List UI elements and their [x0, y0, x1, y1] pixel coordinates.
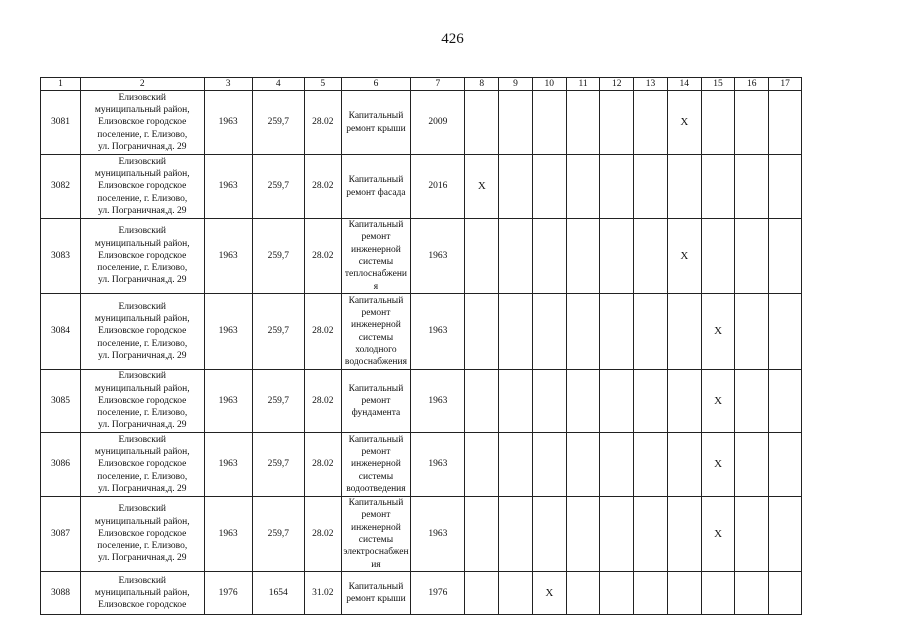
work-type-cell-line: ремонт: [361, 510, 391, 521]
address-cell-line: Елизовский: [118, 156, 167, 167]
work-type-cell-line: Капитальный: [348, 581, 404, 592]
address-cell: [80, 91, 204, 155]
table-row: [41, 219, 802, 294]
header-cell: 3: [204, 78, 252, 91]
address-cell-line: Елизовское городское: [98, 528, 187, 539]
row-id-cell: 3081: [41, 91, 81, 155]
address-cell-line: Елизовский: [118, 371, 167, 382]
header-cell: 16: [735, 78, 769, 91]
address-cell-line: поселение, г. Елизово,: [97, 338, 188, 349]
address-cell-line: ул. Пограничная,д. 29: [98, 553, 187, 564]
empty-cell: [769, 433, 802, 497]
area-cell: 259,7: [252, 370, 304, 433]
mark-cell: X: [667, 91, 701, 155]
work-type-cell-line: ремонт крыши: [346, 594, 406, 604]
empty-cell: [499, 91, 533, 155]
work-type-cell-line: теплоснабжени: [344, 269, 407, 280]
table-row: [41, 91, 802, 155]
work-type-cell-line: ремонт фасада: [346, 187, 406, 198]
empty-cell: [667, 497, 701, 572]
address-cell-line: Елизовский: [118, 301, 167, 312]
address-cell-line: муниципальный район,: [94, 105, 190, 116]
address-cell-line: муниципальный район,: [94, 383, 190, 394]
address-cell-line: поселение, г. Елизово,: [97, 129, 188, 140]
address-cell-line: муниципальный район,: [94, 447, 190, 458]
mark-cell: X: [701, 370, 735, 433]
work-type-cell-line: ремонт: [361, 447, 391, 458]
header-cell: 8: [465, 78, 499, 91]
address-cell-line: Елизовское городское: [98, 600, 187, 611]
address-cell: [80, 497, 204, 572]
empty-cell: [566, 572, 600, 615]
address-cell-line: муниципальный район,: [94, 314, 190, 325]
empty-cell: [634, 497, 668, 572]
build-year-cell: 1963: [204, 294, 252, 370]
empty-cell: [735, 91, 769, 155]
table-row: [41, 294, 802, 370]
empty-cell: [735, 433, 769, 497]
address-cell: [80, 370, 204, 433]
empty-cell: [735, 155, 769, 219]
header-cell: 2: [80, 78, 204, 91]
work-type-cell-line: Капитальный: [348, 383, 404, 394]
empty-cell: [735, 572, 769, 615]
work-type-cell-line: инженерной: [351, 459, 401, 470]
work-type-cell-line: Капитальный: [348, 434, 404, 445]
empty-cell: [600, 370, 634, 433]
header-cell: 12: [600, 78, 634, 91]
empty-cell: [532, 91, 566, 155]
mark-cell: X: [701, 294, 735, 370]
empty-cell: [499, 155, 533, 219]
address-cell-line: поселение, г. Елизово,: [97, 263, 188, 274]
empty-cell: [499, 370, 533, 433]
year-cell: 1963: [411, 370, 465, 433]
area-cell: 259,7: [252, 155, 304, 219]
mark-cell: X: [465, 155, 499, 219]
header-cell: 6: [341, 78, 411, 91]
address-cell-line: Елизовское городское: [98, 117, 187, 128]
address-cell-line: Елизовский: [118, 92, 167, 103]
address-cell-line: Елизовское городское: [98, 395, 187, 406]
address-cell-line: муниципальный район,: [94, 169, 190, 180]
year-cell: 1976: [411, 572, 465, 615]
area-cell: 259,7: [252, 497, 304, 572]
empty-cell: [600, 497, 634, 572]
header-cell: 11: [566, 78, 600, 91]
work-type-cell-line: холодного: [355, 344, 397, 355]
table-body: [41, 91, 802, 615]
build-year-cell: 1963: [204, 497, 252, 572]
empty-cell: [566, 370, 600, 433]
address-cell-line: ул. Пограничная,д. 29: [98, 141, 187, 152]
empty-cell: [769, 294, 802, 370]
empty-cell: [532, 294, 566, 370]
mark-cell: X: [667, 219, 701, 294]
address-cell: [80, 433, 204, 497]
empty-cell: [566, 155, 600, 219]
address-cell-line: ул. Пограничная,д. 29: [98, 275, 187, 286]
year-cell: 2016: [411, 155, 465, 219]
empty-cell: [735, 219, 769, 294]
work-type-cell-line: я: [373, 281, 379, 292]
work-type-cell: [341, 91, 411, 155]
empty-cell: [600, 433, 634, 497]
code-cell: 28.02: [304, 433, 341, 497]
work-type-cell-line: системы: [358, 471, 394, 482]
work-type-cell-line: ремонт: [361, 307, 391, 318]
row-id-cell: 3086: [41, 433, 81, 497]
row-id-cell: 3087: [41, 497, 81, 572]
empty-cell: [701, 219, 735, 294]
work-type-cell: [341, 497, 411, 572]
empty-cell: [465, 433, 499, 497]
empty-cell: [532, 219, 566, 294]
address-cell-line: ул. Пограничная,д. 29: [98, 205, 187, 216]
empty-cell: [769, 155, 802, 219]
code-cell: 28.02: [304, 219, 341, 294]
empty-cell: [566, 294, 600, 370]
code-cell: 31.02: [304, 572, 341, 615]
mark-cell: X: [701, 433, 735, 497]
work-type-cell-line: водоотведения: [346, 483, 406, 494]
address-cell-line: Елизовский: [118, 575, 167, 586]
work-type-cell: [341, 370, 411, 433]
work-type-cell-line: инженерной: [351, 320, 401, 331]
address-cell-line: муниципальный район,: [94, 516, 190, 527]
work-type-cell-line: ия: [371, 559, 381, 570]
empty-cell: [532, 370, 566, 433]
address-cell: [80, 219, 204, 294]
empty-cell: [769, 370, 802, 433]
empty-cell: [566, 219, 600, 294]
empty-cell: [465, 497, 499, 572]
year-cell: 1963: [411, 497, 465, 572]
mark-cell: X: [701, 497, 735, 572]
empty-cell: [566, 91, 600, 155]
empty-cell: [566, 433, 600, 497]
header-cell: 15: [701, 78, 735, 91]
work-type-cell-line: водоснабжения: [344, 357, 407, 368]
empty-cell: [532, 497, 566, 572]
work-type-cell-line: ремонт: [361, 395, 391, 406]
address-cell-line: поселение, г. Елизово,: [97, 193, 188, 204]
code-cell: 28.02: [304, 497, 341, 572]
empty-cell: [499, 572, 533, 615]
empty-cell: [600, 155, 634, 219]
work-type-cell-line: инженерной: [351, 244, 401, 255]
empty-cell: [634, 433, 668, 497]
empty-cell: [566, 497, 600, 572]
work-type-cell-line: Капитальный: [348, 220, 404, 231]
code-cell: 28.02: [304, 370, 341, 433]
address-cell-line: Елизовское городское: [98, 250, 187, 261]
empty-cell: [735, 497, 769, 572]
header-cell: 7: [411, 78, 465, 91]
work-type-cell: [341, 219, 411, 294]
header-row: [41, 78, 802, 91]
address-cell-line: Елизовский: [118, 226, 167, 237]
empty-cell: [634, 91, 668, 155]
address-cell-line: муниципальный район,: [94, 238, 190, 249]
address-cell-line: Елизовское городское: [98, 181, 187, 192]
empty-cell: [667, 370, 701, 433]
year-cell: 1963: [411, 219, 465, 294]
work-type-cell-line: Капитальный: [348, 111, 404, 122]
empty-cell: [634, 294, 668, 370]
empty-cell: [701, 572, 735, 615]
empty-cell: [465, 370, 499, 433]
address-cell-line: Елизовский: [118, 504, 167, 515]
work-type-cell-line: системы: [358, 332, 394, 343]
table-row: [41, 370, 802, 433]
work-type-cell-line: системы: [358, 257, 394, 267]
work-type-cell-line: ремонт крыши: [346, 123, 406, 134]
address-cell: [80, 572, 204, 615]
table-row: [41, 433, 802, 497]
empty-cell: [667, 294, 701, 370]
work-type-cell-line: Капитальный: [348, 295, 404, 306]
area-cell: 259,7: [252, 294, 304, 370]
area-cell: 259,7: [252, 91, 304, 155]
row-id-cell: 3082: [41, 155, 81, 219]
code-cell: 28.02: [304, 294, 341, 370]
address-cell-line: Елизовское городское: [98, 459, 187, 470]
build-year-cell: 1963: [204, 433, 252, 497]
area-cell: 1654: [252, 572, 304, 615]
address-cell-line: Елизовский: [118, 434, 167, 445]
empty-cell: [499, 219, 533, 294]
year-cell: 2009: [411, 91, 465, 155]
header-cell: 17: [769, 78, 802, 91]
empty-cell: [532, 433, 566, 497]
empty-cell: [499, 294, 533, 370]
empty-cell: [634, 370, 668, 433]
address-cell-line: Елизовское городское: [98, 326, 187, 337]
area-cell: 259,7: [252, 219, 304, 294]
empty-cell: [634, 219, 668, 294]
code-cell: 28.02: [304, 155, 341, 219]
empty-cell: [600, 219, 634, 294]
work-type-cell-line: Капитальный: [348, 498, 404, 509]
header-cell: 5: [304, 78, 341, 91]
work-type-cell: [341, 294, 411, 370]
row-id-cell: 3085: [41, 370, 81, 433]
page-number: 426: [441, 31, 464, 47]
empty-cell: [667, 155, 701, 219]
code-cell: 28.02: [304, 91, 341, 155]
build-year-cell: 1976: [204, 572, 252, 615]
empty-cell: [735, 370, 769, 433]
row-id-cell: 3083: [41, 219, 81, 294]
empty-cell: [600, 294, 634, 370]
header-cell: 9: [499, 78, 533, 91]
empty-cell: [769, 219, 802, 294]
address-cell: [80, 155, 204, 219]
row-id-cell: 3084: [41, 294, 81, 370]
row-id-cell: 3088: [41, 572, 81, 615]
address-cell-line: поселение, г. Елизово,: [97, 541, 188, 552]
work-type-cell-line: Капитальный: [348, 175, 404, 186]
empty-cell: [667, 572, 701, 615]
header-cell: 13: [634, 78, 668, 91]
empty-cell: [735, 294, 769, 370]
empty-cell: [701, 155, 735, 219]
work-type-cell: [341, 155, 411, 219]
empty-cell: [667, 433, 701, 497]
address-cell-line: поселение, г. Елизово,: [97, 471, 188, 482]
empty-cell: [769, 572, 802, 615]
year-cell: 1963: [411, 294, 465, 370]
empty-cell: [465, 572, 499, 615]
address-cell-line: поселение, г. Елизово,: [97, 408, 188, 419]
header-cell: 14: [667, 78, 701, 91]
address-cell-line: ул. Пограничная,д. 29: [98, 350, 187, 361]
work-type-cell-line: инженерной: [351, 522, 401, 533]
empty-cell: [634, 572, 668, 615]
address-cell-line: муниципальный район,: [94, 587, 190, 598]
header-cell: 1: [41, 78, 81, 91]
empty-cell: [769, 497, 802, 572]
empty-cell: [465, 219, 499, 294]
registry-table: [40, 77, 802, 615]
area-cell: 259,7: [252, 433, 304, 497]
address-cell-line: ул. Пограничная,д. 29: [98, 483, 187, 494]
work-type-cell-line: ремонт: [361, 232, 391, 243]
year-cell: 1963: [411, 433, 465, 497]
empty-cell: [701, 91, 735, 155]
empty-cell: [532, 155, 566, 219]
header-cell: 4: [252, 78, 304, 91]
address-cell-line: ул. Пограничная,д. 29: [98, 420, 187, 431]
build-year-cell: 1963: [204, 155, 252, 219]
empty-cell: [465, 91, 499, 155]
work-type-cell: [341, 433, 411, 497]
empty-cell: [465, 294, 499, 370]
empty-cell: [499, 497, 533, 572]
work-type-cell-line: фундамента: [351, 408, 401, 419]
build-year-cell: 1963: [204, 370, 252, 433]
work-type-cell-line: системы: [358, 535, 394, 545]
empty-cell: [499, 433, 533, 497]
mark-cell: X: [532, 572, 566, 615]
empty-cell: [634, 155, 668, 219]
empty-cell: [600, 91, 634, 155]
empty-cell: [769, 91, 802, 155]
empty-cell: [600, 572, 634, 615]
header-cell: 10: [532, 78, 566, 91]
table-row: [41, 572, 802, 615]
table-row: [41, 497, 802, 572]
address-cell: [80, 294, 204, 370]
work-type-cell: [341, 572, 411, 615]
build-year-cell: 1963: [204, 219, 252, 294]
build-year-cell: 1963: [204, 91, 252, 155]
table-row: [41, 155, 802, 219]
work-type-cell-line: электроснабжен: [343, 547, 409, 558]
